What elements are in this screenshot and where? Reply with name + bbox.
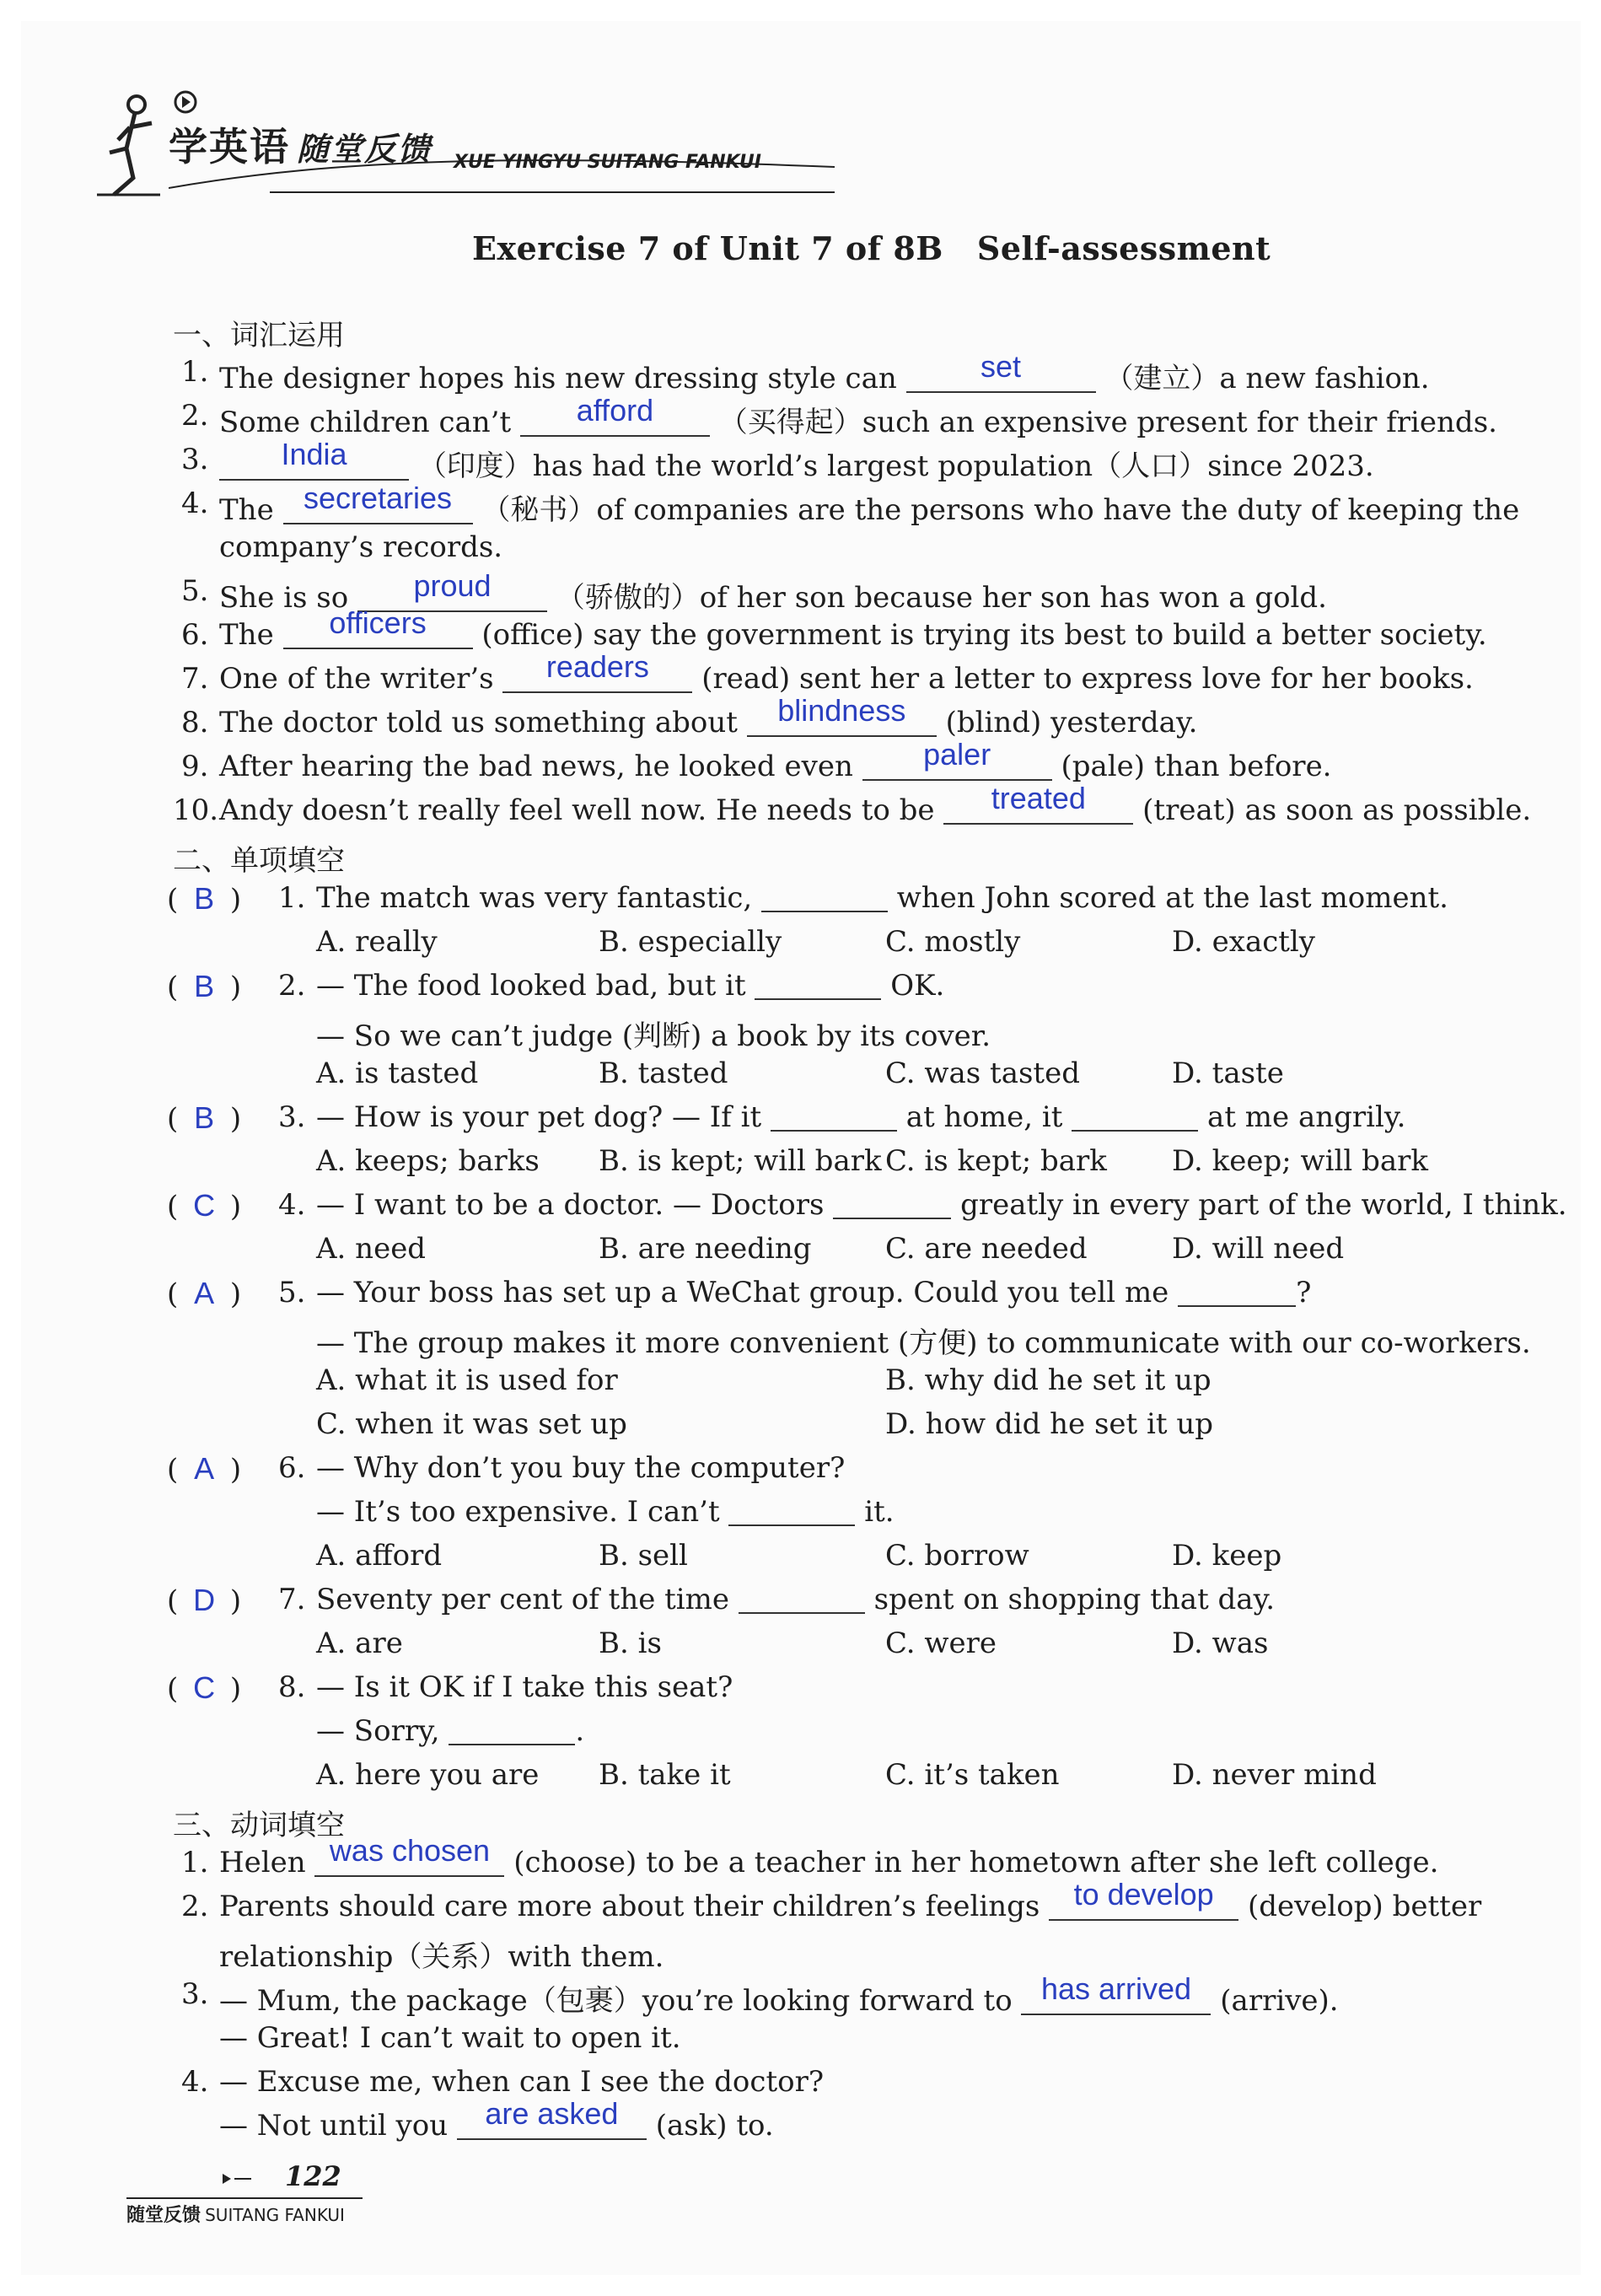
mc-answer-5[interactable]: ( A ) [167, 1276, 242, 1311]
mc-question-8: — Is it OK if I take this seat? [316, 1670, 733, 1704]
mc-question-7: Seventy per cent of the time spent on shopping that day. [316, 1583, 1276, 1616]
vocab-item-1: The designer hopes his new dressing style can set （建立）a new fashion. [219, 349, 1430, 395]
mc-answer-2[interactable]: ( B ) [167, 969, 242, 1004]
answer-blank[interactable]: treated [943, 794, 1133, 825]
mc-question-1: The match was very fantastic, when John scored at the last moment. [316, 881, 1448, 915]
play-icon [173, 89, 198, 115]
brand-cn-sub: 随堂反馈 [297, 131, 432, 168]
mc-answer-6[interactable]: ( A ) [167, 1451, 242, 1487]
footer-cn: 随堂反馈 [126, 2205, 201, 2226]
mc-question-2: — The food looked bad, but it OK. [316, 969, 945, 1003]
page-number: 122 [285, 2160, 341, 2192]
vocab-item-3: India （印度）has had the world’s largest population（人口）since 2023. [219, 443, 1374, 484]
answer-blank[interactable]: has arrived [1021, 1985, 1211, 2015]
vocab-item-7: One of the writer’s readers (read) sent her a letter to express love for her books. [219, 649, 1474, 696]
verb-item-1: Helen was chosen (choose) to be a teacher in her hometown after she left college. [219, 1833, 1439, 1879]
answer-blank[interactable]: officers [283, 619, 473, 649]
header [93, 83, 792, 201]
answer-blank[interactable]: proud [357, 582, 547, 612]
mc-answer-1[interactable]: ( B ) [167, 881, 242, 917]
vocab-item-5: She is so proud （骄傲的）of her son because her son has won a gold. [219, 568, 1327, 615]
section-heading-vocab: 一、词汇运用 [173, 319, 345, 352]
answer-blank[interactable]: secretaries [283, 494, 473, 524]
vocab-item-2: Some children can’t afford （买得起）such an expensive present for their friends. [219, 393, 1497, 439]
vocab-item-6: The officers (office) say the government is trying its best to build a better society. [219, 605, 1487, 652]
verb-item-3: — Mum, the package（包裹）you’re looking forward to has arrived (arrive). [219, 1971, 1339, 2018]
mc-answer-4[interactable]: ( C ) [167, 1188, 242, 1223]
mc-question-4: — I want to be a doctor. — Doctors greatly in every part of the world, I think. [316, 1188, 1567, 1222]
section-heading-mc: 二、单项填空 [173, 844, 345, 878]
brand-en: XUE YINGYU SUITANG FANKUI [454, 152, 761, 173]
answer-blank[interactable]: set [906, 363, 1096, 393]
arrow-icon [221, 2170, 255, 2187]
mc-answer-8[interactable]: ( C ) [167, 1670, 242, 1706]
verb-item-4: — Excuse me, when can I see the doctor? [219, 2065, 825, 2099]
mc-answer-7[interactable]: ( D ) [167, 1583, 242, 1618]
answer-blank[interactable]: was chosen [314, 1847, 504, 1877]
page-title: Exercise 7 of Unit 7 of 8B Self-assessment [472, 229, 1271, 267]
vocab-item-10: Andy doesn’t really feel well now. He needs to be treated (treat) as soon as possible. [219, 781, 1532, 827]
brand-cn: 学英语 [169, 124, 290, 169]
answer-blank[interactable]: to develop [1049, 1890, 1238, 1921]
vocab-item-8: The doctor told us something about blindness (blind) yesterday. [219, 693, 1198, 739]
verb-item-2: Parents should care more about their children’s feelings to develop (develop) better [219, 1877, 1482, 1923]
answer-blank[interactable]: afford [520, 406, 710, 437]
mc-question-3: — How is your pet dog? — If it at home, it at me angrily. [316, 1100, 1406, 1134]
section-heading-verbs: 三、动词填空 [173, 1809, 345, 1842]
answer-blank[interactable]: India [219, 450, 409, 481]
vocab-item-9: After hearing the bad news, he looked even paler (pale) than before. [219, 737, 1332, 783]
vocab-item-4: The secretaries （秘书）of companies are the persons who have the duty of keeping the [219, 481, 1520, 527]
answer-blank[interactable]: blindness [747, 707, 937, 737]
footer-en: SUITANG FANKUI [205, 2205, 345, 2225]
answer-blank[interactable]: readers [502, 663, 692, 693]
mc-question-5: — Your boss has set up a WeChat group. Could you tell me ? [316, 1276, 1312, 1309]
mc-answer-3[interactable]: ( B ) [167, 1100, 242, 1136]
runner-logo-icon [93, 89, 169, 199]
answer-blank[interactable]: are asked [457, 2110, 647, 2140]
answer-blank[interactable]: paler [862, 750, 1052, 781]
mc-question-6: — Why don’t you buy the computer? [316, 1451, 846, 1485]
